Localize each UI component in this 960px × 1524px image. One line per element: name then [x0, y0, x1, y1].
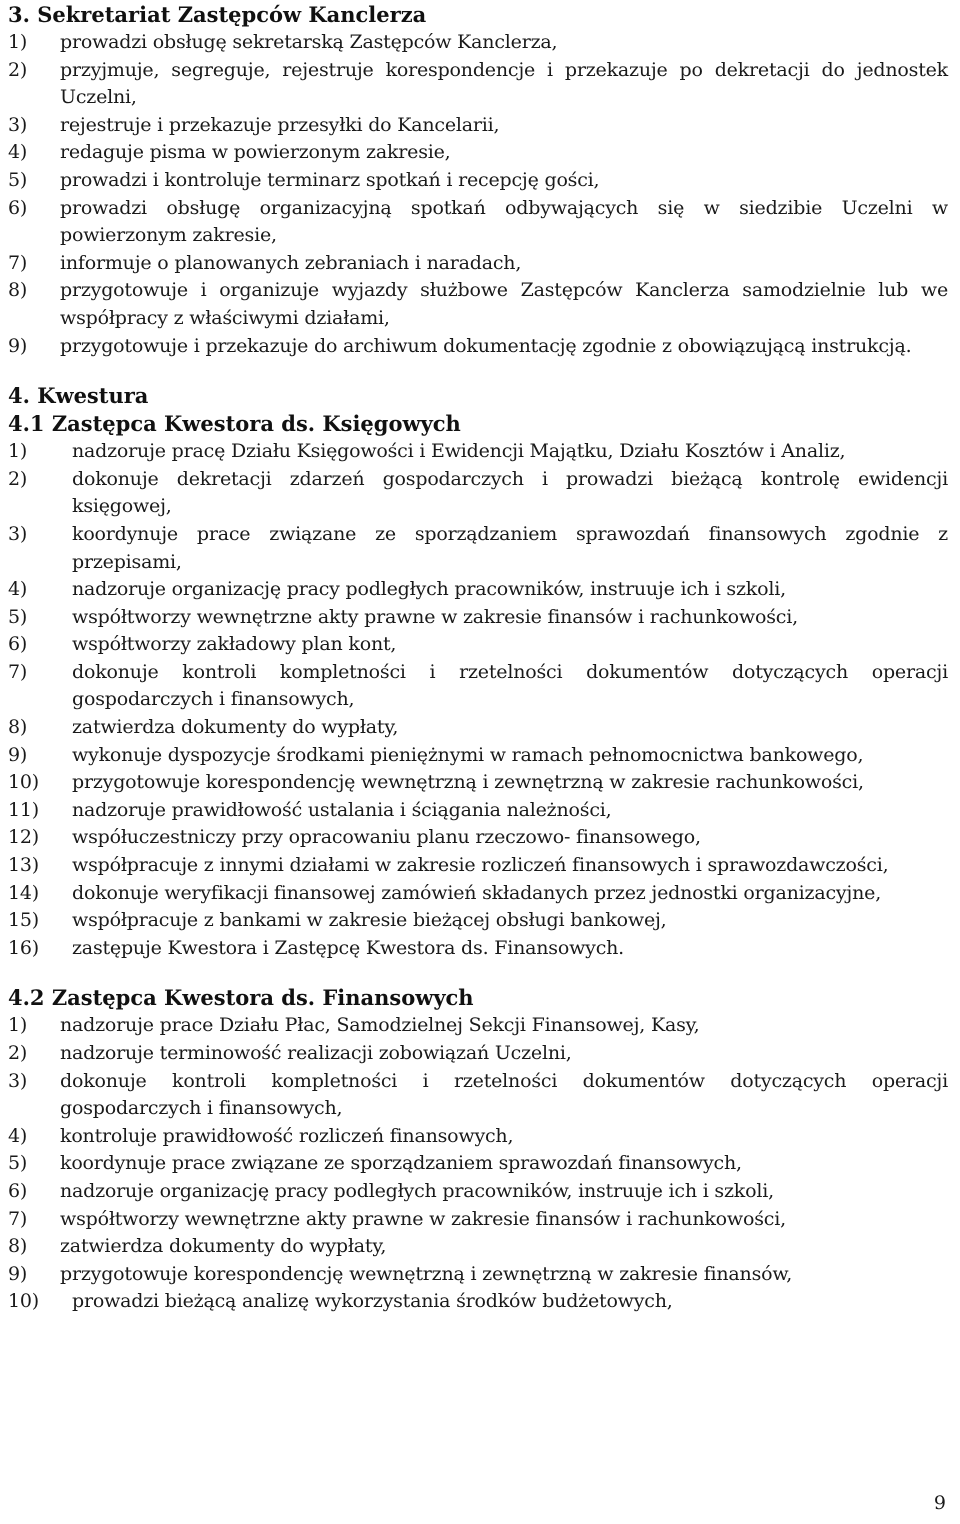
list-item-text: nadzoruje prawidłowość ustalania i ściągania należności,	[72, 798, 612, 821]
list-item	[8, 631, 948, 659]
list-item-text: przyjmuje, segreguje, rejestruje korespondencje i przekazuje po dekretacji do jednostek Uczelni,	[60, 58, 948, 109]
list-item-text: nadzoruje terminowość realizacji zobowiązań Uczelni,	[60, 1042, 572, 1064]
list-item	[8, 1150, 948, 1178]
list-item-number: 9)	[8, 743, 28, 766]
list-item	[8, 907, 948, 935]
list-item-number: 4)	[8, 141, 28, 164]
list-item-text: współtworzy zakładowy plan kont,	[72, 633, 397, 656]
list-item-text: rejestruje i przekazuje przesyłki do Kancelarii,	[60, 113, 500, 136]
list-item	[8, 604, 948, 632]
list-item-text: współtworzy wewnętrzne akty prawne w zakresie finansów i rachunkowości,	[60, 1207, 786, 1230]
section-4-2-heading: 4.2 Zastępca Kwestora ds. Finansowych	[8, 985, 474, 1011]
list-item-number: 7)	[8, 251, 28, 274]
list-item	[8, 29, 948, 57]
list-item-number: 12)	[8, 826, 39, 849]
list-item	[8, 167, 948, 195]
list-item-text: przygotowuje i organizuje wyjazdy służbowe Zastępców Kanclerza samodzielnie lub we współpracy z właściwymi działami,	[60, 279, 948, 329]
list-item-number: 8)	[8, 1235, 28, 1258]
list-item-number: 2)	[8, 467, 28, 490]
list-item-number: 4)	[8, 1124, 28, 1147]
list-item-number: 3)	[8, 113, 28, 136]
list-item-number: 8)	[8, 279, 28, 302]
list-item	[8, 1288, 948, 1316]
list-item-number: 2)	[8, 58, 28, 81]
list-item	[8, 139, 948, 167]
list-item	[8, 277, 948, 332]
list-item-number: 6)	[8, 196, 28, 219]
list-item-text: prowadzi bieżącą analizę wykorzystania środków budżetowych,	[72, 1290, 673, 1313]
list-item	[8, 195, 948, 250]
list-item	[8, 333, 948, 361]
list-item-number: 9)	[8, 334, 28, 357]
section-4-1-list	[8, 438, 948, 962]
list-item-number: 5)	[8, 605, 28, 628]
list-item-number: 3)	[8, 1069, 28, 1092]
list-item-text: zatwierdza dokumenty do wypłaty,	[60, 1235, 387, 1258]
list-item	[8, 1261, 948, 1289]
list-item-number: 2)	[8, 1042, 28, 1064]
list-item-text: dokonuje kontroli kompletności i rzetelności dokumentów dotyczących operacji gospodarczych i finansowych,	[72, 660, 948, 711]
list-item-number: 13)	[8, 854, 39, 877]
list-item-number: 14)	[8, 881, 39, 904]
list-item-number: 6)	[8, 1179, 28, 1202]
list-item-text: nadzoruje pracę Działu Księgowości i Ewidencji Majątku, Działu Kosztów i Analiz,	[72, 440, 846, 463]
list-item	[8, 880, 948, 908]
list-item	[8, 797, 948, 825]
list-item	[8, 1123, 948, 1151]
list-item-text: prowadzi i kontroluje terminarz spotkań i recepcję gości,	[60, 168, 600, 191]
list-item	[8, 521, 948, 576]
list-item-number: 9)	[8, 1262, 28, 1285]
list-item	[8, 1178, 948, 1206]
list-item-text: redaguje pisma w powierzonym zakresie,	[60, 141, 451, 164]
list-item-text: dokonuje weryfikacji finansowej zamówień składanych przez jednostki organizacyjne,	[72, 881, 882, 904]
section-4-heading: 4. Kwestura	[8, 383, 149, 409]
section-3-list	[8, 29, 948, 360]
list-item-text: prowadzi obsługę organizacyjną spotkań odbywających się w siedzibie Uczelni w powierzonym zakresie,	[60, 196, 948, 247]
list-item	[8, 1233, 948, 1261]
list-item	[8, 250, 948, 278]
list-item-number: 15)	[8, 909, 39, 932]
list-item	[8, 1012, 948, 1040]
list-item-number: 5)	[8, 1152, 28, 1175]
list-item	[8, 714, 948, 742]
list-item-number: 3)	[8, 522, 28, 545]
list-item-number: 7)	[8, 1207, 28, 1230]
list-item-text: dokonuje kontroli kompletności i rzetelności dokumentów dotyczących operacji gospodarczych i finansowych,	[60, 1069, 948, 1120]
list-item-number: 1)	[8, 1014, 28, 1037]
document-page	[8, 0, 948, 1316]
list-item	[8, 438, 948, 466]
list-item	[8, 1206, 948, 1234]
list-item-number: 4)	[8, 578, 28, 601]
list-item-number: 7)	[8, 660, 28, 683]
list-item	[8, 852, 948, 880]
list-item-text: współuczestniczy przy opracowaniu planu rzeczowo- finansowego,	[72, 826, 701, 849]
list-item-text: zatwierdza dokumenty do wypłaty,	[72, 716, 399, 739]
list-item-text: informuje o planowanych zebraniach i naradach,	[60, 251, 522, 274]
list-item	[8, 769, 948, 797]
list-item-text: nadzoruje organizację pracy podległych pracowników, instruuje ich i szkoli,	[60, 1179, 774, 1202]
list-item-text: przygotowuje korespondencję wewnętrzną i zewnętrzną w zakresie rachunkowości,	[72, 771, 864, 794]
list-item	[8, 466, 948, 521]
list-item-text: koordynuje prace związane ze sporządzaniem sprawozdań finansowych,	[60, 1152, 742, 1175]
list-item-text: koordynuje prace związane ze sporządzaniem sprawozdań finansowych zgodnie z przepisami,	[72, 522, 948, 573]
list-item	[8, 1040, 948, 1068]
page-number: 9	[933, 1492, 946, 1514]
list-item-text: współpracuje z bankami w zakresie bieżącej obsługi bankowej,	[72, 909, 667, 932]
list-item	[8, 576, 948, 604]
list-item	[8, 659, 948, 714]
list-item	[8, 112, 948, 140]
section-4-2-list	[8, 1012, 948, 1316]
section-3-heading: 3. Sekretariat Zastępców Kanclerza	[8, 2, 427, 27]
section-4-1-heading: 4.1 Zastępca Kwestora ds. Księgowych	[8, 411, 461, 437]
list-item-text: wykonuje dyspozycje środkami pieniężnymi w ramach pełnomocnictwa bankowego,	[72, 743, 864, 766]
list-item-number: 10)	[8, 771, 39, 794]
list-item-text: przygotowuje korespondencję wewnętrzną i zewnętrzną w zakresie finansów,	[60, 1262, 793, 1285]
list-item	[8, 935, 948, 963]
list-item-number: 10)	[8, 1290, 39, 1313]
list-item-number: 11)	[8, 798, 39, 821]
list-item-number: 8)	[8, 716, 28, 739]
list-item-text: współpracuje z innymi działami w zakresie rozliczeń finansowych i sprawozdawczości,	[72, 854, 889, 877]
list-item	[8, 57, 948, 112]
list-item-text: kontroluje prawidłowość rozliczeń finansowych,	[60, 1124, 514, 1147]
list-item-text: prowadzi obsługę sekretarską Zastępców Kanclerza,	[60, 31, 558, 53]
list-item-number: 16)	[8, 936, 39, 959]
list-item-number: 5)	[8, 168, 28, 191]
list-item	[8, 1068, 948, 1123]
list-item	[8, 824, 948, 852]
list-item-text: przygotowuje i przekazuje do archiwum dokumentację zgodnie z obowiązującą instrukcją.	[60, 334, 912, 357]
list-item-number: 1)	[8, 440, 28, 463]
list-item-text: nadzoruje organizację pracy podległych pracowników, instruuje ich i szkoli,	[72, 578, 786, 601]
list-item-text: współtworzy wewnętrzne akty prawne w zakresie finansów i rachunkowości,	[72, 605, 798, 628]
list-item-text: zastępuje Kwestora i Zastępcę Kwestora ds. Finansowych.	[72, 936, 625, 959]
list-item-text: nadzoruje prace Działu Płac, Samodzielnej Sekcji Finansowej, Kasy,	[60, 1014, 700, 1037]
list-item-text: dokonuje dekretacji zdarzeń gospodarczych i prowadzi bieżącą kontrolę ewidencji księgowej,	[72, 467, 948, 518]
list-item-number: 6)	[8, 633, 28, 656]
list-item-number: 1)	[8, 31, 28, 53]
list-item	[8, 742, 948, 770]
